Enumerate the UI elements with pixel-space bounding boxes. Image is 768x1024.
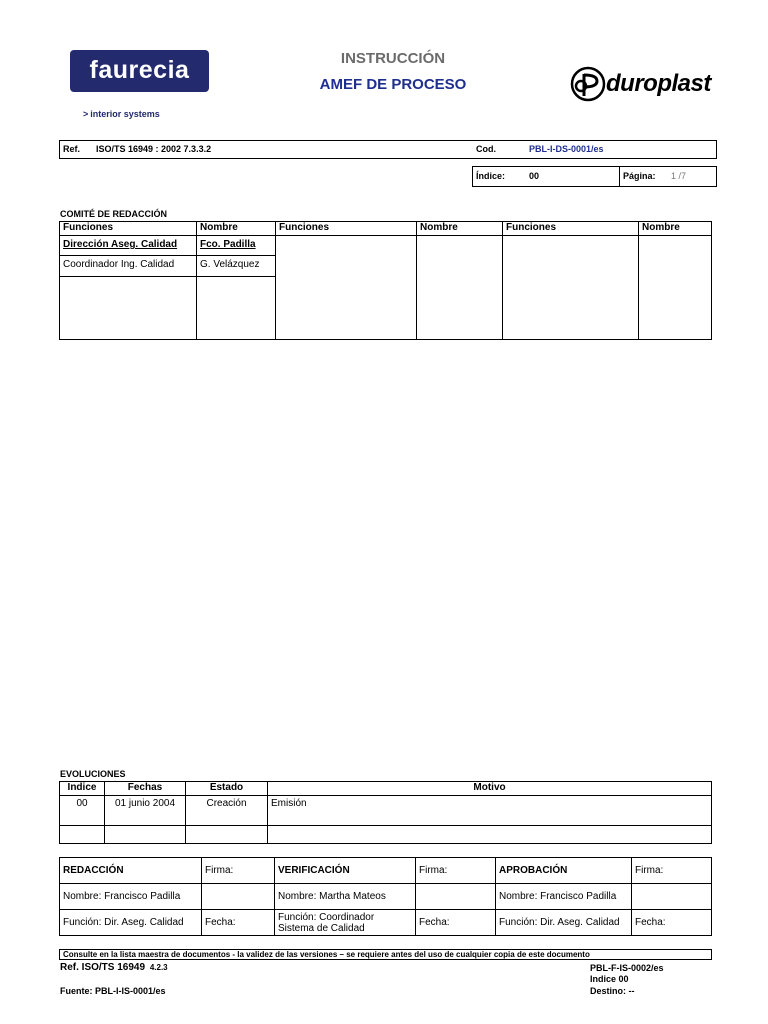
cod-label: Cod. [476, 144, 496, 154]
evoluciones-header: Indice [60, 782, 105, 796]
duroplast-emblem-icon [570, 66, 606, 102]
firma-field: Firma: [632, 858, 712, 884]
fecha-field: Fecha: [416, 910, 496, 936]
duroplast-wordmark: duroplast [606, 70, 711, 97]
ref-value: ISO/TS 16949 : 2002 7.3.3.2 [96, 144, 212, 154]
indice-label: Índice: [476, 171, 506, 181]
indice-value: 00 [529, 171, 540, 181]
footer-notice-box [59, 949, 712, 960]
comite-cell: Coordinador Ing. Calidad [60, 256, 197, 277]
evoluciones-header: Estado [186, 782, 268, 796]
comite-header: Funciones [503, 222, 639, 236]
nombre-verificacion: Nombre: Martha Mateos [275, 884, 416, 910]
footer-form-code: PBL-F-IS-0002/es [590, 963, 664, 973]
funcion-verificacion: Función: Coordinador Sistema de Calidad [275, 910, 416, 936]
funcion-aprobacion: Función: Dir. Aseg. Calidad [496, 910, 632, 936]
pagina-box [619, 166, 717, 187]
comite-header: Nombre [197, 222, 276, 236]
footer-notice: Consulte en la lista maestra de documentos - la validez de las versiones – se requiere antes del uso de cualquier copia de este documento [63, 950, 590, 959]
evoluciones-table [59, 781, 712, 844]
footer-ref-label: Ref. ISO/TS 16949 [60, 962, 146, 973]
verificacion-header: VERIFICACIÓN [275, 858, 416, 884]
reference-bar [59, 140, 717, 159]
pagina-label: Página: [623, 171, 656, 181]
firma-field: Firma: [202, 858, 275, 884]
doc-title: AMEF DE PROCESO [319, 76, 467, 93]
footer-ref [60, 962, 168, 973]
evoluciones-header: Fechas [105, 782, 186, 796]
faurecia-logo: faurecia [70, 50, 209, 92]
fecha-field: Fecha: [632, 910, 712, 936]
comite-header: Nombre [417, 222, 503, 236]
evoluciones-header: Motivo [268, 782, 712, 796]
cod-value: PBL-I-DS-0001/es [529, 144, 604, 154]
evoluciones-cell: Emisión [268, 796, 712, 826]
chevron-right-icon: > [83, 109, 89, 119]
aprobacion-header: APROBACIÓN [496, 858, 632, 884]
nombre-aprobacion: Nombre: Francisco Padilla [496, 884, 632, 910]
doc-type: INSTRUCCIÓN [340, 50, 446, 67]
footer-fuente: Fuente: PBL-I-IS-0001/es [60, 986, 166, 996]
funcion-redaccion: Función: Dir. Aseg. Calidad [60, 910, 202, 936]
evoluciones-cell: 00 [60, 796, 105, 826]
approval-table [59, 857, 712, 936]
pagina-value: 1 /7 [671, 171, 687, 181]
comite-header: Funciones [276, 222, 417, 236]
company-tagline [83, 109, 160, 119]
fecha-field: Fecha: [202, 910, 275, 936]
evoluciones-cell: 01 junio 2004 [105, 796, 186, 826]
comite-cell: Dirección Aseg. Calidad [63, 239, 178, 250]
footer-destino: Destino: -- [590, 986, 635, 996]
tagline-text: interior systems [90, 109, 160, 119]
footer-form-indice: Indice 00 [590, 974, 629, 984]
nombre-redaccion: Nombre: Francisco Padilla [60, 884, 202, 910]
comite-cell: G. Velázquez [197, 256, 276, 277]
firma-field: Firma: [416, 858, 496, 884]
evoluciones-title: EVOLUCIONES [60, 769, 126, 779]
comite-title: COMITÉ DE REDACCIÓN [60, 209, 168, 219]
comite-header: Funciones [60, 222, 197, 236]
indice-box [472, 166, 620, 187]
ref-label: Ref. [63, 144, 81, 154]
comite-header: Nombre [639, 222, 712, 236]
evoluciones-cell: Creación [186, 796, 268, 826]
footer-ref-num: 4.2.3 [149, 963, 168, 972]
comite-table [59, 221, 712, 340]
comite-cell: Fco. Padilla [200, 239, 256, 250]
redaccion-header: REDACCIÓN [60, 858, 202, 884]
